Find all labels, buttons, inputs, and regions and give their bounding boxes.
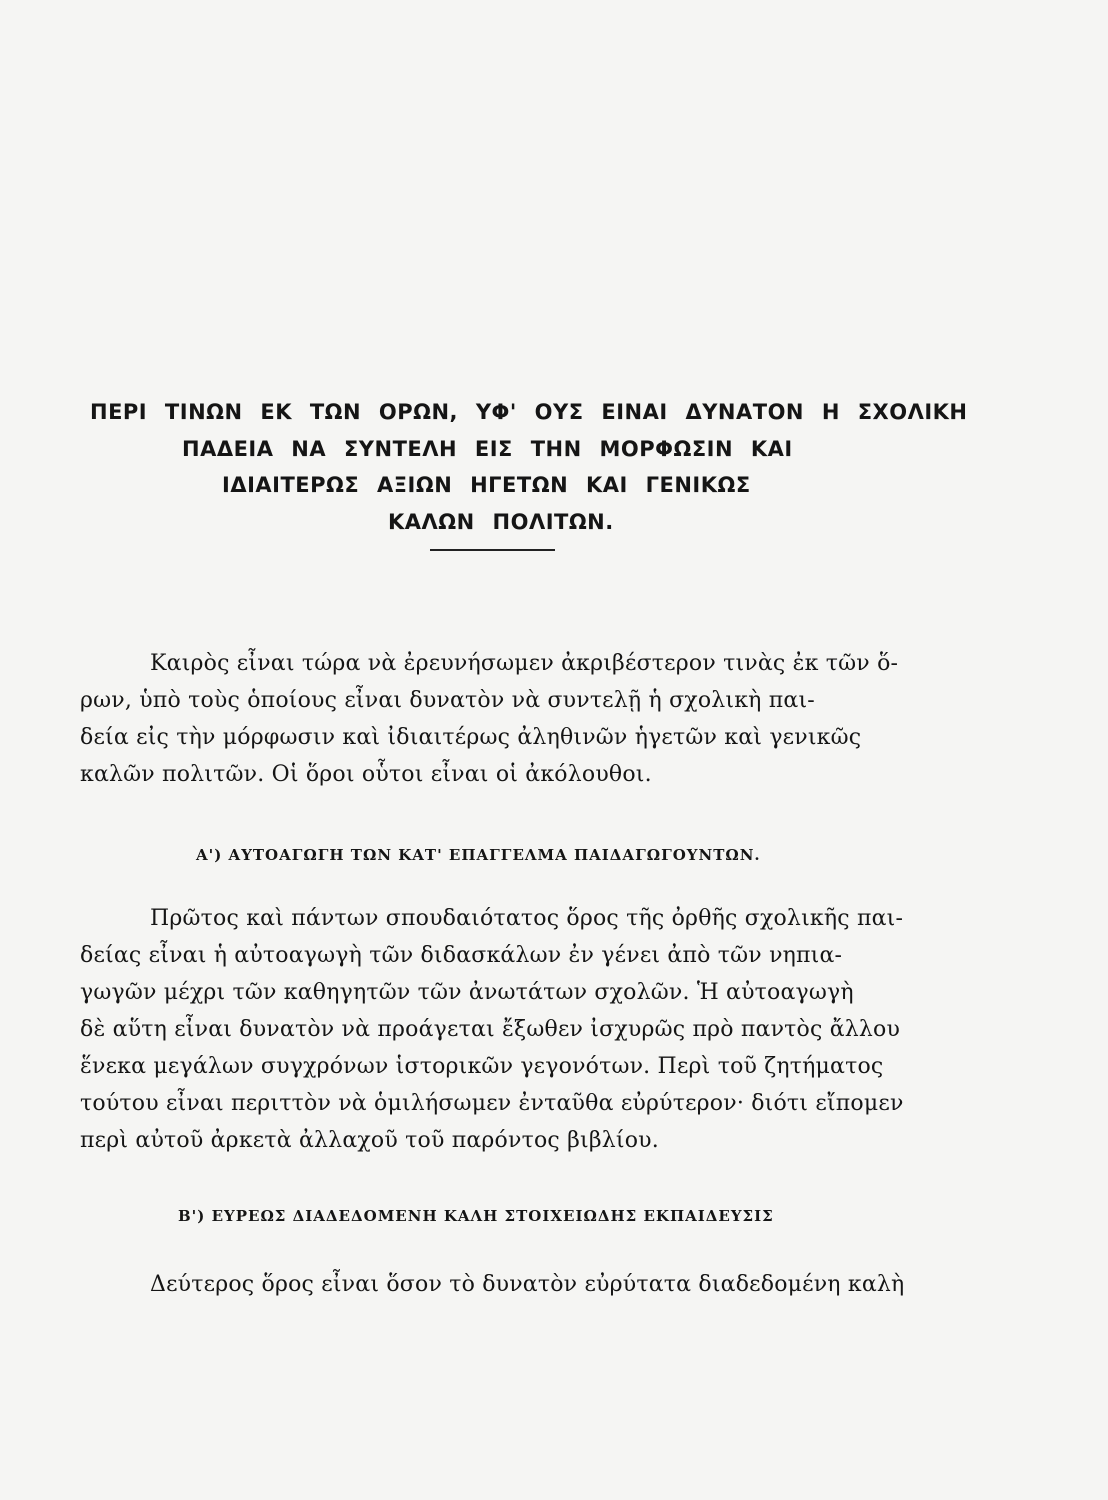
title-line-1: ΠΕΡΙ ΤΙΝΩΝ ΕΚ ΤΩΝ ΟΡΩΝ, ΥΦ' ΟΥΣ ΕΙΝΑΙ ΔΥΝΑΤΟΝ Η ΣΧΟΛΙΚΗ — [90, 400, 968, 424]
text-line: δεία εἰς τὴν μόρφωσιν καὶ ἰδιαιτέρως ἀληθινῶν ἡγετῶν καὶ γενικῶς — [80, 725, 862, 750]
text-line: Πρῶτος καὶ πάντων σπουδαιότατος ὅρος τῆς ὀρθῆς σχολικῆς παι- — [150, 906, 904, 931]
text-line: περὶ αὐτοῦ ἀρκετὰ ἀλλαχοῦ τοῦ παρόντος βιβλίου. — [80, 1128, 659, 1153]
section-b-paragraph — [80, 1266, 910, 1303]
text-line: δὲ αὕτη εἶναι δυνατὸν νὰ προάγεται ἔξωθεν ἰσχυρῶς πρὸ παντὸς ἄλλου — [80, 1017, 901, 1042]
title-divider — [430, 549, 555, 551]
title-line-2: ΠΑΔΕΙΑ ΝΑ ΣΥΝΤΕΛΗ ΕΙΣ ΤΗΝ ΜΟΡΦΩΣΙΝ ΚΑΙ — [182, 436, 793, 461]
intro-paragraph — [80, 645, 910, 793]
section-a-heading: Α') ΑΥΤΟΑΓΩΓΗ ΤΩΝ ΚΑΤ' ΕΠΑΓΓΕΛΜΑ ΠΑΙΔΑΓΩΓΟΥΝΤΩΝ. — [196, 846, 761, 864]
text-line: καλῶν πολιτῶν. Οἱ ὅροι οὗτοι εἶναι οἱ ἀκόλουθοι. — [80, 762, 652, 787]
text-line: ἕνεκα μεγάλων συγχρόνων ἱστορικῶν γεγονότων. Περὶ τοῦ ζητήματος — [80, 1054, 884, 1079]
text-line: γωγῶν μέχρι τῶν καθηγητῶν τῶν ἀνωτάτων σχολῶν. Ἡ αὐτοαγωγὴ — [80, 980, 854, 1005]
text-line: Δεύτερος ὅρος εἶναι ὅσον τὸ δυνατὸν εὐρύτατα διαδεδομένη καλὴ — [150, 1272, 905, 1297]
text-line: Καιρὸς εἶναι τώρα νὰ ἐρευνήσωμεν ἀκριβέστερον τινὰς ἐκ τῶν ὅ- — [150, 651, 899, 676]
title-line-4: ΚΑΛΩΝ ΠΟΛΙΤΩΝ. — [388, 509, 614, 534]
chapter-title — [80, 394, 1020, 540]
text-line: τούτου εἶναι περιττὸν νὰ ὁμιλήσωμεν ἐνταῦθα εὐρύτερον· διότι εἴπομεν — [80, 1091, 904, 1116]
title-line-3: ΙΔΙΑΙΤΕΡΩΣ ΑΞΙΩΝ ΗΓΕΤΩΝ ΚΑΙ ΓΕΝΙΚΩΣ — [222, 473, 751, 497]
section-a-paragraph — [80, 900, 910, 1159]
section-b-heading: Β') ΕΥΡΕΩΣ ΔΙΑΔΕΔΟΜΕΝΗ ΚΑΛΗ ΣΤΟΙΧΕΙΩΔΗΣ ΕΚΠΑΙΔΕΥΣΙΣ — [178, 1207, 774, 1225]
text-line: δείας εἶναι ἡ αὐτοαγωγὴ τῶν διδασκάλων ἐν γένει ἀπὸ τῶν νηπια- — [80, 943, 843, 968]
text-line: ρων, ὑπὸ τοὺς ὁποίους εἶναι δυνατὸν νὰ συντελῇ ἡ σχολικὴ παι- — [80, 688, 815, 713]
